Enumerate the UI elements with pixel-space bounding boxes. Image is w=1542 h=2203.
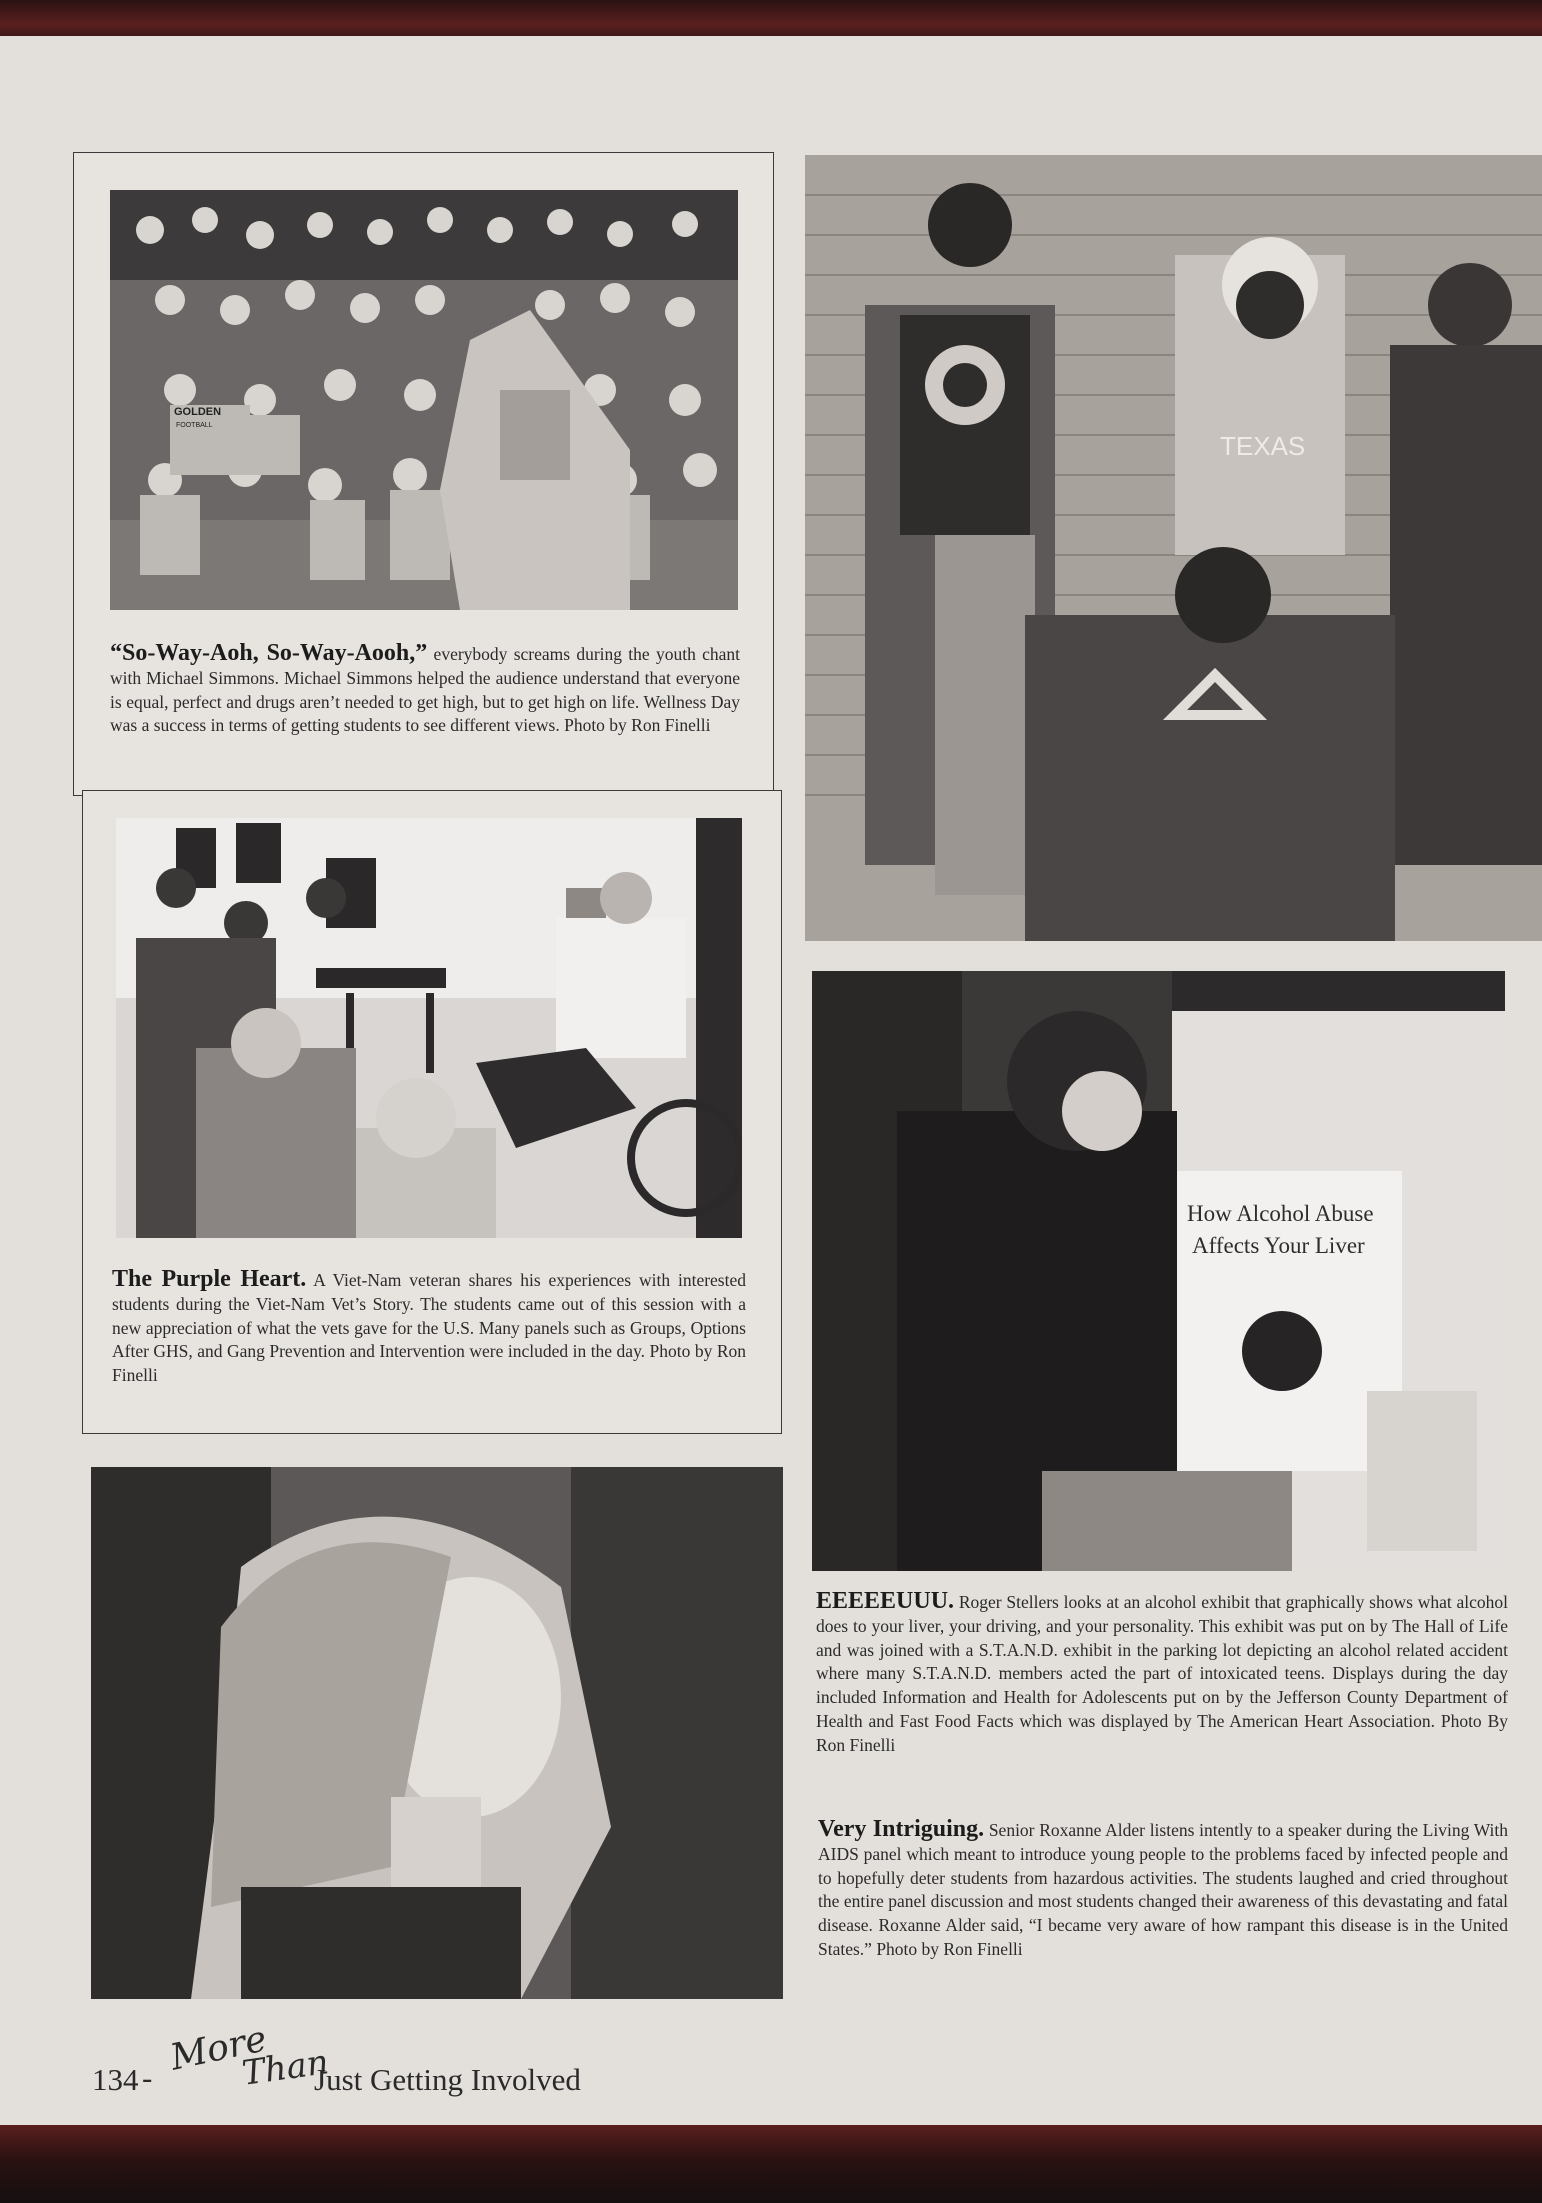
footer-dash: - <box>142 2060 153 2095</box>
caption-body: A Viet-Nam veteran shares his experiences with interested students during the Viet-Nam Vet’s Story. The students came out of this session with a new appreciation of what the vets gave for the U.S. Many panels such as Groups, Options After GHS, and Gang Prevention and Intervention were included in the day. Photo by Ron Finelli <box>112 1270 746 1386</box>
purple-heart-caption <box>112 1268 746 1388</box>
caption-lead: Very Intriguing. <box>818 1816 985 1842</box>
page-number: 134 <box>92 2062 139 2097</box>
caption-lead: EEEEEUUU. <box>816 1588 955 1614</box>
shirt-football-text: FOOTBALL <box>176 422 213 429</box>
intriguing-caption <box>818 1818 1508 1962</box>
exhibit-title-line1: How Alcohol Abuse <box>1187 1201 1374 1226</box>
caption-body: everybody screams during the youth chant with Michael Simmons. Michael Simmons helped the audience understand that everyone is equal, perfect and drugs aren’t needed to get high, but to get high on life. Wellness Day was a success in terms of getting students to see different views. Photo by Ron Finelli <box>110 644 740 736</box>
caption-body: Roger Stellers looks at an alcohol exhibit that graphically shows what alcohol does to your liver, your driving, and your personality. This exhibit was put on by The Hall of Life and was joined with a S.T.A.N.D. exhibit in the parking lot depicting an alcohol related accident where many S.T.A.N.D. members acted the part of intoxicated teens. Displays during the day included Information and Health for Adolescents put on by the Jefferson County Department of Health and Fast Food Facts which was displayed by The American Heart Association. Photo By Ron Finelli <box>816 1592 1508 1755</box>
book-top-edge <box>0 0 1542 40</box>
veteran-wheelchair-photo <box>116 818 742 1238</box>
footer-title: Just Getting Involved <box>314 2062 581 2097</box>
eeeeeuuu-caption <box>816 1590 1508 1758</box>
girl-listening-photo <box>91 1467 783 1999</box>
exhibit-title-line2: Affects Your Liver <box>1192 1233 1365 1258</box>
caption-lead: “So-Way-Aoh, So-Way-Aooh,” <box>110 640 428 666</box>
youth-chant-caption <box>110 642 740 738</box>
page-footer <box>92 2020 692 2100</box>
students-posing-photo <box>805 155 1542 941</box>
book-bottom-edge <box>0 2125 1542 2203</box>
footer-script-more: More <box>166 2018 271 2079</box>
caption-lead: The Purple Heart. <box>112 1266 307 1292</box>
footer-script-than: Than <box>239 2042 332 2094</box>
shirt-golden-text: GOLDEN <box>174 406 222 418</box>
alcohol-exhibit-photo <box>812 971 1505 1571</box>
sweatshirt-texas-text: TEXAS <box>1220 431 1306 461</box>
caption-body: Senior Roxanne Alder listens intently to a speaker during the Living With AIDS panel which meant to introduce young people to the problems faced by infected people and to hopefully deter students from hazardous activities. The students laughed and cried throughout the entire panel discussion and most students changed their awareness of this devastating and fatal disease. Roxanne Alder said, “I became very aware of how rampant this disease is in the United States.” Photo by Ron Finelli <box>818 1820 1508 1959</box>
crowd-bleachers-photo <box>110 190 738 610</box>
